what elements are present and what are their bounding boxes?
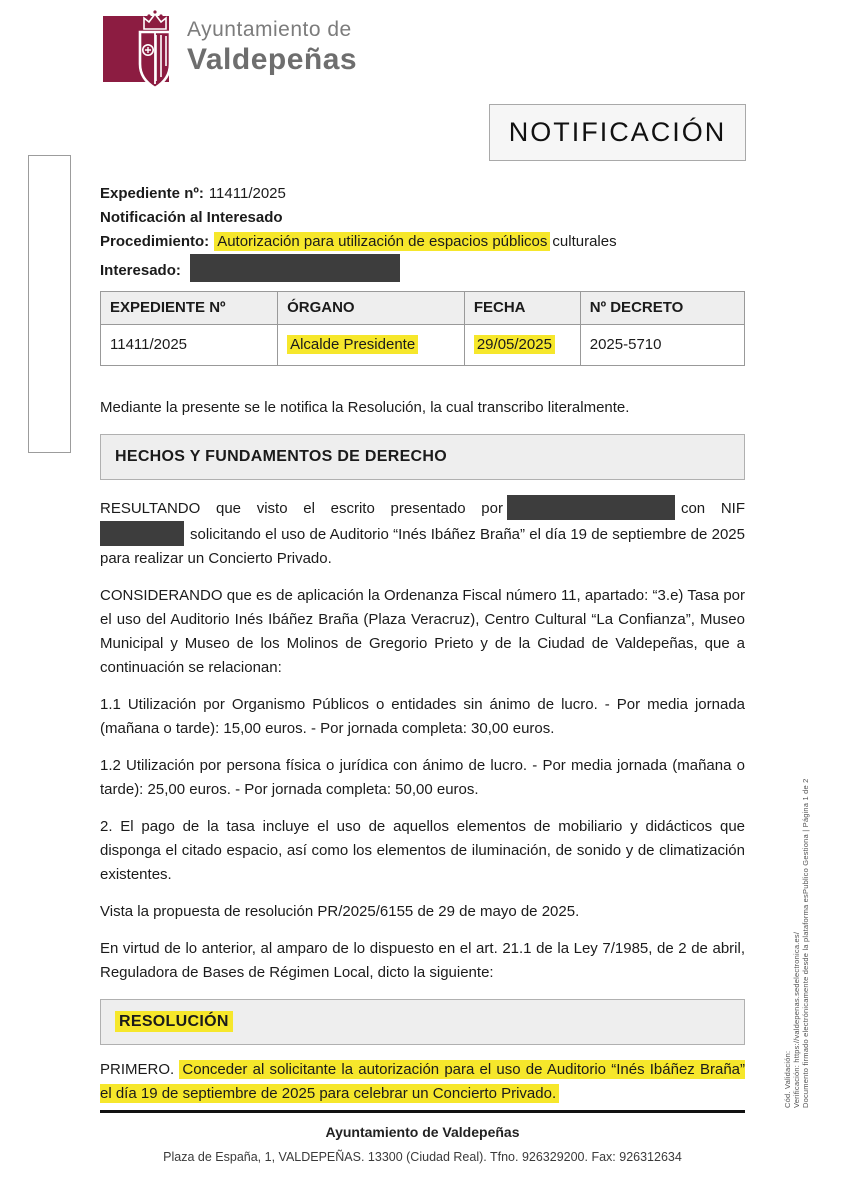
intro-paragraph: Mediante la presente se le notifica la Resolución, la cual transcribo literalmente. (100, 399, 630, 416)
resultando-paragraph (100, 495, 745, 571)
margin-validation-code: Cód. Validación: (783, 1050, 792, 1108)
col-expediente: EXPEDIENTE Nº (101, 292, 278, 325)
footer-org-name: Ayuntamiento de Valdepeñas (325, 1124, 520, 1140)
margin-signature-note: Documento firmado electrónicamente desde la plataforma esPublico Gestiona | Página 1 de 2 (801, 778, 810, 1108)
org-name-line1: Ayuntamiento de (187, 18, 352, 41)
footer-address: Plaza de España, 1, VALDEPEÑAS. 13300 (Ciudad Real). Tfno. 926329200. Fax: 926312634 (163, 1150, 682, 1164)
considerando-paragraph: CONSIDERANDO que es de aplicación la Ordenanza Fiscal número 11, apartado: “3.e) Tasa por el uso del Auditorio Inés Ibáñez Braña (Plaza Veracruz), Centro Cultural “La Confianza”, Museo Municipal y Museo de los Molinos de Gregorio Prieto y de la Ciudad de Valdepeñas, que a continuación se relacionan: (100, 587, 745, 676)
interesado-redaction (190, 254, 400, 282)
fee-item-1-1: 1.1 Utilización por Organismo Públicos o entidades sin ánimo de lucro. - Por media jornada (mañana o tarde): 15,00 euros. - Por jornada completa: 30,00 euros. (100, 696, 745, 737)
footer-divider (100, 1110, 745, 1113)
procedimiento-highlight: Autorización para utilización de espacios públicos (214, 232, 550, 251)
primero-label: PRIMERO. (100, 1061, 175, 1078)
resultando-text-2: con NIF (680, 500, 745, 517)
addressee-line: Notificación al Interesado (100, 209, 283, 226)
procedimiento-suffix: culturales (552, 233, 617, 250)
logo-text (187, 18, 357, 76)
cell-organo (278, 325, 465, 366)
document-body (100, 182, 745, 1106)
interesado-label: Interesado: (100, 262, 181, 279)
nif-redaction (100, 521, 184, 546)
procedimiento-label: Procedimiento: (100, 233, 210, 250)
table-header-row (101, 292, 745, 325)
expediente-line (100, 182, 745, 206)
procedimiento-line (100, 230, 745, 254)
notification-title-box: NOTIFICACIÓN (489, 104, 746, 161)
en-virtud-paragraph: En virtud de lo anterior, al amparo de lo dispuesto en el art. 21.1 de la Ley 7/1985, de 2 de abril, Reguladora de Bases de Régimen Local, dicto la siguiente: (100, 940, 745, 981)
section-heading-resolucion (100, 999, 745, 1045)
margin-verification-url: Verificación: https://valdepenas.sedelectronica.es/ (792, 931, 801, 1108)
valdepenas-crest-icon (103, 10, 189, 102)
vista-paragraph: Vista la propuesta de resolución PR/2025/6155 de 29 de mayo de 2025. (100, 903, 580, 920)
left-margin-redaction-frame (28, 155, 71, 453)
cell-decreto: 2025-5710 (580, 325, 744, 366)
cell-fecha-highlight: 29/05/2025 (474, 335, 555, 354)
expediente-label: Expediente nº: (100, 185, 204, 202)
col-decreto: Nº DECRETO (580, 292, 744, 325)
cell-expediente: 11411/2025 (101, 325, 278, 366)
primero-paragraph (100, 1058, 745, 1106)
fee-item-1-2: 1.2 Utilización por persona física o jurídica con ánimo de lucro. - Por media jornada (mañana o tarde): 25,00 euros. - Por jornada completa: 50,00 euros. (100, 757, 745, 798)
table-row (101, 325, 745, 366)
municipality-logo (103, 10, 523, 100)
col-organo: ÓRGANO (278, 292, 465, 325)
col-fecha: FECHA (464, 292, 580, 325)
org-name-line2: Valdepeñas (187, 43, 358, 77)
resolucion-highlight: RESOLUCIÓN (115, 1011, 233, 1032)
resultando-text-1: RESULTANDO que visto el escrito presentado por (100, 500, 503, 517)
cell-fecha (464, 325, 580, 366)
expediente-value: 11411/2025 (208, 185, 286, 202)
decree-summary-table (100, 291, 745, 366)
cell-organo-highlight: Alcalde Presidente (287, 335, 418, 354)
interesado-line (100, 254, 745, 283)
primero-highlight: Conceder al solicitante la autorización para el uso de Auditorio “Inés Ibáñez Braña” el día 19 de septiembre de 2025 para celebrar un Concierto Privado. (100, 1061, 746, 1102)
resultando-text-3: solicitando el uso de Auditorio “Inés Ibáñez Braña” el día 19 de septiembre de 2025 para realizar un Concierto Privado. (100, 526, 745, 567)
name-redaction (507, 495, 675, 520)
section-heading-hechos: HECHOS Y FUNDAMENTOS DE DERECHO (100, 434, 745, 480)
fee-item-2: 2. El pago de la tasa incluye el uso de aquellos elementos de mobiliario y didácticos que disponga el citado espacio, así como los elementos de iluminación, de sonido y de climatización existentes. (100, 818, 745, 883)
